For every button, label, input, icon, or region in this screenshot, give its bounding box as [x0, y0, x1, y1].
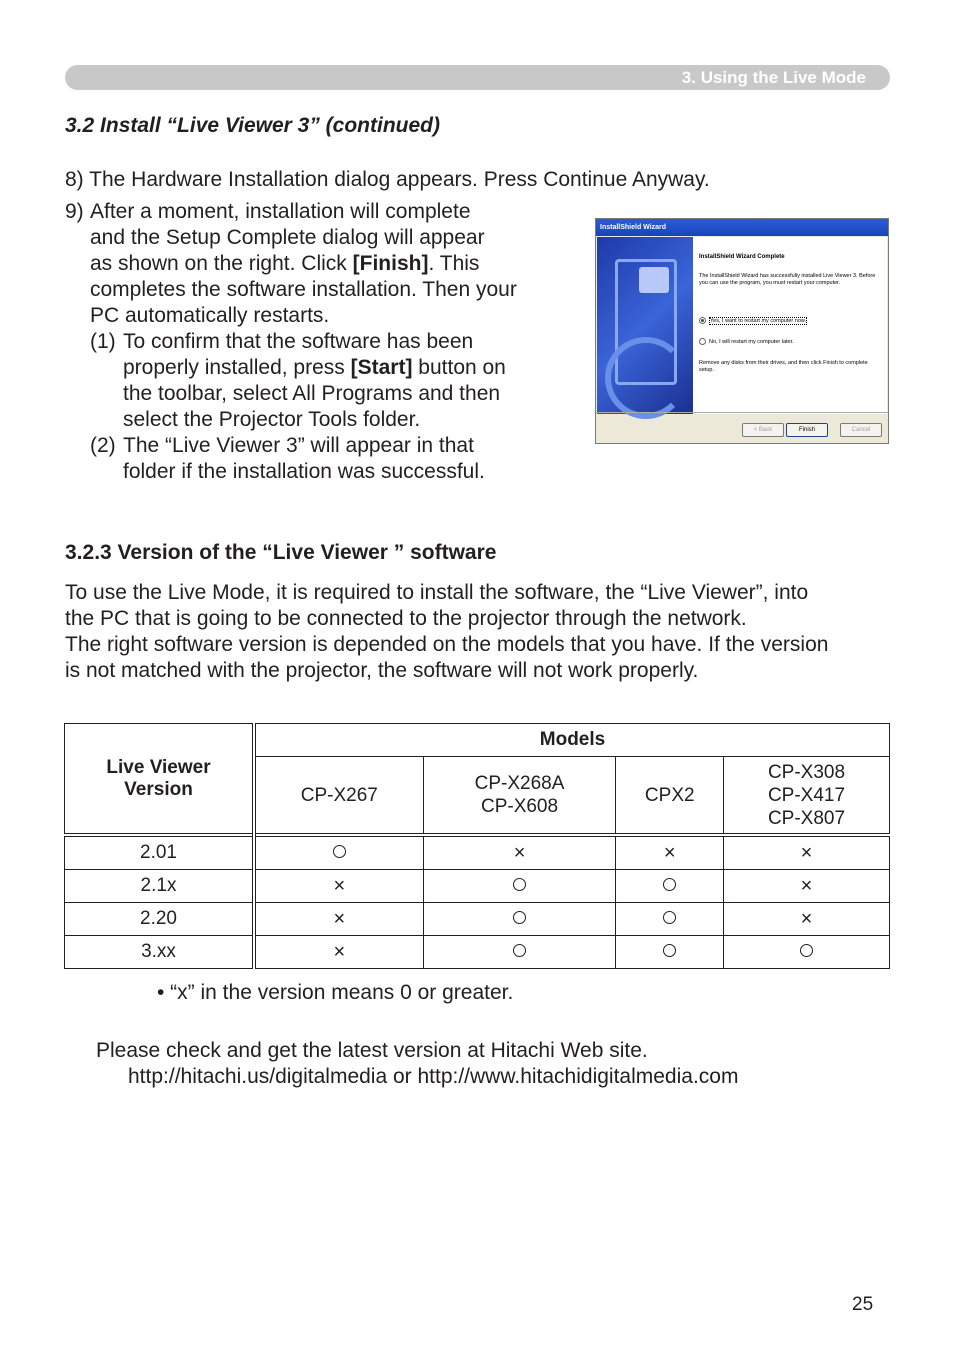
substep-line: To confirm that the software has been [123, 330, 474, 353]
step-9-line: as shown on the right. Click [Finish]. This [90, 252, 480, 275]
header-chapter-title: 3. Using the Live Mode [681, 68, 866, 87]
computer-icon [639, 267, 669, 293]
wizard-message: The InstallShield Wizard has successfully installed Live Viewer 3. Before you can use the program, you must restart your computer. [699, 273, 876, 286]
substep-2-number: (2) [90, 434, 116, 457]
restart-later-option[interactable]: No, I will restart my computer later. [699, 338, 794, 346]
wizard-side-graphic [597, 237, 693, 414]
table-row [65, 936, 890, 969]
table-row [65, 903, 890, 936]
compatible-circle-icon [423, 936, 616, 969]
cross-icon: × [513, 841, 526, 864]
cross-icon: × [663, 841, 676, 864]
version-cell: 3.xx [65, 936, 255, 969]
intro-line: is not matched with the projector, the software will not work properly. [65, 659, 699, 682]
circle-icon [663, 944, 676, 957]
radio-selected-icon [699, 317, 706, 324]
model-name: CP-X417 [767, 784, 846, 806]
substep-2 [90, 433, 565, 485]
intro-line: The right software version is depended on the models that you have. If the version [65, 633, 829, 656]
model-column-header [423, 757, 616, 836]
cross-icon: × [800, 907, 813, 930]
substep-1-number: (1) [90, 330, 116, 353]
cancel-button[interactable]: Cancel [840, 423, 882, 437]
cross-icon: × [333, 940, 346, 963]
models-header: Models [254, 724, 890, 757]
substep-line: The “Live Viewer 3” will appear in that [123, 434, 474, 457]
model-column-header [616, 757, 724, 836]
table-row [65, 835, 890, 870]
model-name: CP-X267 [300, 784, 378, 806]
circle-icon [663, 911, 676, 924]
step-9-body [90, 199, 565, 485]
model-name: CP-X308 [767, 761, 846, 783]
compatible-circle-icon [616, 936, 724, 969]
wizard-content [693, 237, 887, 414]
incompatible-cross-icon [724, 903, 890, 936]
model-column-header [724, 757, 890, 836]
version-cell: 2.1x [65, 870, 255, 903]
intro-paragraph [65, 580, 895, 684]
finish-button[interactable]: Finish [786, 423, 828, 437]
step-9-number: 9) [65, 200, 84, 223]
subsection-title: 3.2.3 Version of the “Live Viewer ” software [65, 541, 497, 564]
incompatible-cross-icon [254, 903, 423, 936]
incompatible-cross-icon [254, 870, 423, 903]
section-title: 3.2 Install “Live Viewer 3” (continued) [65, 114, 440, 137]
substep-1 [90, 329, 565, 433]
version-cell: 2.01 [65, 835, 255, 870]
version-note: • “x” in the version means 0 or greater. [157, 981, 514, 1004]
step-9-line: After a moment, installation will complete [90, 200, 471, 223]
cross-icon: × [800, 874, 813, 897]
incompatible-cross-icon [254, 936, 423, 969]
incompatible-cross-icon [616, 835, 724, 870]
back-button[interactable]: < Back [742, 423, 784, 437]
step-8-text: 8) The Hardware Installation dialog appears. Press Continue Anyway. [65, 168, 710, 191]
substep-line: folder if the installation was successful. [123, 460, 485, 483]
wizard-title-bar: InstallShield Wizard [596, 219, 888, 236]
version-cell: 2.20 [65, 903, 255, 936]
model-name: CP-X268A [474, 773, 565, 794]
live-viewer-version-header [65, 724, 255, 836]
compatible-circle-icon [616, 870, 724, 903]
wizard-remove-disks-text: Remove any disks from their drives, and then click Finish to complete setup. [699, 360, 868, 373]
page-number: 25 [852, 1294, 874, 1315]
header-bar [65, 65, 890, 90]
table-row [65, 870, 890, 903]
intro-line: the PC that is going to be connected to the projector through the network. [65, 607, 747, 630]
check-website-text: Please check and get the latest version at Hitachi Web site. [96, 1039, 648, 1062]
step-9-line: completes the software installation. Then your [90, 278, 517, 301]
finish-keyword: [Finish] [352, 252, 429, 275]
compatible-circle-icon [423, 870, 616, 903]
installshield-wizard-screenshot [595, 218, 889, 444]
compatible-circle-icon [423, 903, 616, 936]
cross-icon: × [800, 841, 813, 864]
circle-icon [513, 878, 526, 891]
wizard-arc-graphic [605, 337, 687, 419]
step-9-line: and the Setup Complete dialog will appear [90, 226, 485, 249]
model-name: CP-X608 [480, 796, 559, 817]
radio-empty-icon [699, 338, 706, 345]
circle-icon [513, 911, 526, 924]
circle-icon [333, 845, 346, 858]
incompatible-cross-icon [724, 835, 890, 870]
step-9-line: PC automatically restarts. [90, 304, 330, 327]
wizard-heading: InstallShield Wizard Complete [699, 254, 785, 260]
substep-line: properly installed, press [Start] button on [123, 356, 506, 379]
substep-line: the toolbar, select All Programs and then [123, 382, 501, 405]
header-line: Version [124, 778, 193, 800]
substep-line: select the Projector Tools folder. [123, 408, 421, 431]
wizard-button-bar [596, 412, 888, 443]
incompatible-cross-icon [423, 835, 616, 870]
version-compatibility-table [64, 723, 890, 969]
start-keyword: [Start] [350, 356, 413, 379]
header-line: Live Viewer [106, 756, 211, 778]
cross-icon: × [333, 907, 346, 930]
cross-icon: × [333, 874, 346, 897]
restart-now-option[interactable]: Yes, I want to restart my computer now. [699, 317, 807, 325]
compatible-circle-icon [616, 903, 724, 936]
model-name: CPX2 [644, 784, 695, 806]
circle-icon [800, 944, 813, 957]
model-column-header [254, 757, 423, 836]
circle-icon [663, 878, 676, 891]
circle-icon [513, 944, 526, 957]
website-urls: http://hitachi.us/digitalmedia or http://www.hitachidigitalmedia.com [128, 1065, 739, 1088]
incompatible-cross-icon [724, 870, 890, 903]
intro-line: To use the Live Mode, it is required to install the software, the “Live Viewer”, into [65, 581, 809, 604]
model-name: CP-X807 [767, 807, 846, 829]
compatible-circle-icon [254, 835, 423, 870]
compatible-circle-icon [724, 936, 890, 969]
